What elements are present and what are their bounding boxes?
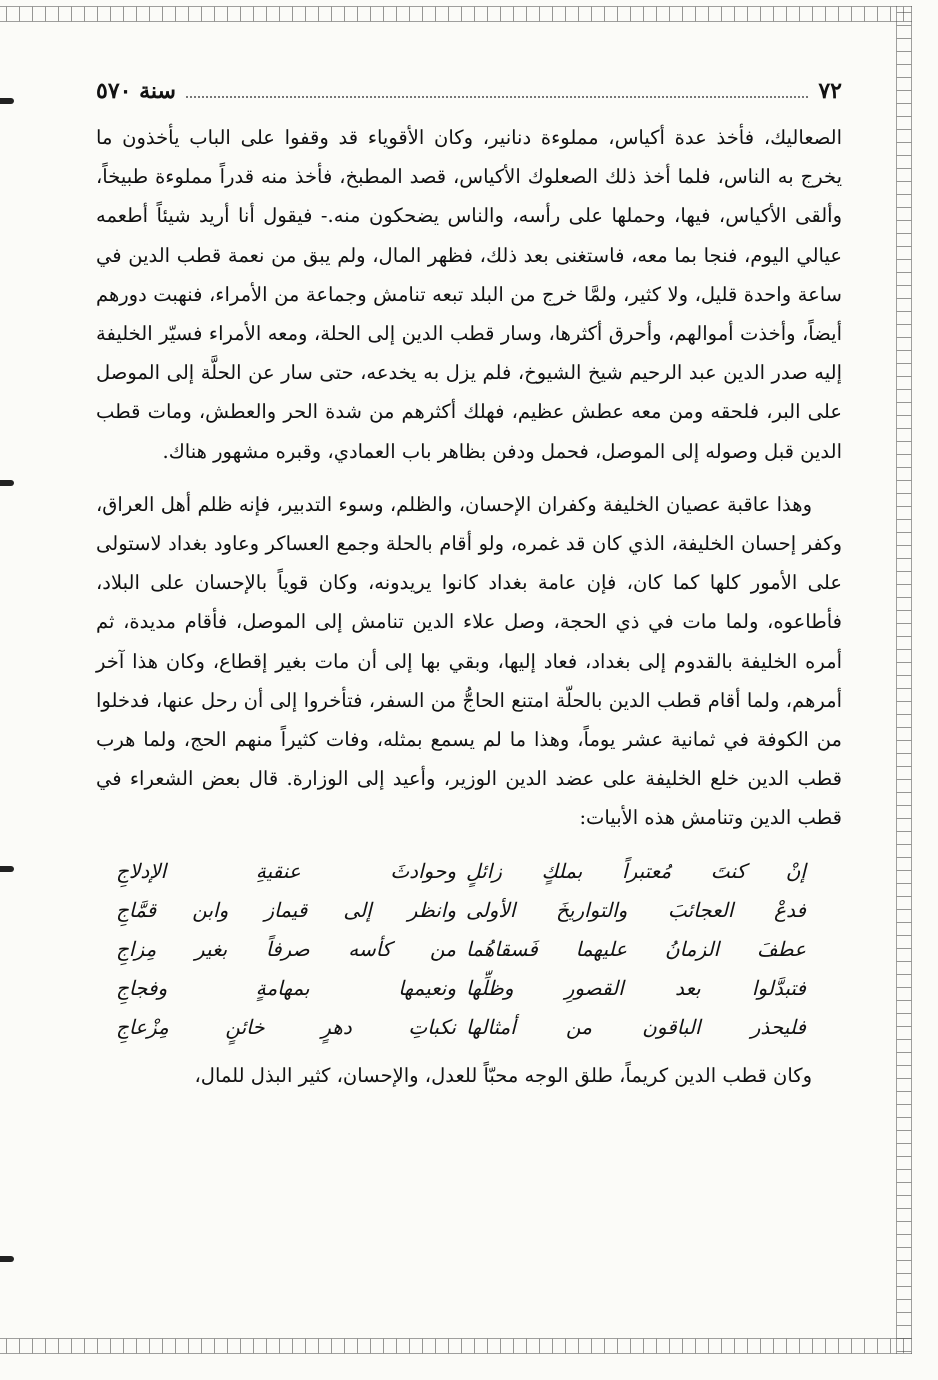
verse-first-hemistich: إنْ كنتَ مُعتبراً بملكٍ زائلٍ [466,858,806,883]
decorative-border-bottom [0,1338,912,1354]
binding-hole-mark [0,866,14,872]
poem-verses [96,852,842,1048]
body-paragraph: وهذا عاقبة عصيان الخليفة وكفران الإحسان، والظلم، وسوء التدبير، فإنه ظلم أهل العراق، وكفر إحسان الخليفة، الذي كان قد غمره، ولو أقام بالحلة وجمع العساكر وعاود بغداد لاستولى على الأمور كلها كما كان، فإن عامة بغداد كانوا يريدونه، وكان قوياً بالإحسان على البلاد، فأطاعوه، ولما مات في ذي الحجة، وصل علاء الدين تنامش إلى الموصل، فأقام مديدة، ثم أمره الخليفة بالقدوم إلى بغداد، فعاد إليها، وبقي بها إلى أن مات بغير إقطاع، وكان هذا آخر أمرهم، ولما أقام قطب الدين بالحلّة امتنع الحاجُّ من السفر، فتأخروا إلى أن رحل عنها، فدخلوا من الكوفة في ثمانية عشر يوماً، وهذا ما لم يسمع بمثله، وفات كثيراً منهم الحج، ولما هرب قطب الدين خلع الخليفة على عضد الدين الوزير، وأعيد إلى الوزارة. قال بعض الشعراء في قطب الدين وتنامش هذه الأبيات: [96,492,842,830]
verse-second-hemistich: وانظر إلى قيماز وابن قمَّاجِ [116,897,456,922]
verse-second-hemistich: وحوادثَ عنقيةِ الإدلاجِ [116,858,456,883]
poem-verse [96,969,842,1008]
poem-verse [96,1008,842,1047]
body-paragraph: الصعاليك، فأخذ عدة أكياس، مملوءة دنانير، وكان الأقوياء قد وقفوا على الباب يأخذون ما يخرج به الناس، فلما أخذ ذلك الصعلوك الأكياس، قصد المطبخ، فأخذ منه قدراً مملوءة طبيخاً، وألقى الأكياس، فيها، وحملها على رأسه، والناس يضحكون منه.- فيقول أنا أريد شيئاً أطعمه عيالي اليوم، فنجا بما معه، فاستغنى بعد ذلك، فظهر المال، ولم يبق من نعمة قطب الدين في ساعة واحدة قليل، ولا كثير، ولمَّا خرج من البلد تبعه تنامش وجماعة من الأمراء، فنهبت دورهم أيضاً، وأخذت أموالهم، وأحرق أكثرها، وسار قطب الدين إلى الحلة، ومعه الأمراء فسيّر الخليفة إليه صدر الدين عبد الرحيم شيخ الشيوخ، فلم يزل به يخدعه، حتى سار عن الحلَّة إلى الموصل على البر، فلحقه ومن معه عطش عظيم، فهلك أكثرهم من شدة الحر والعطش، ومات قطب الدين قبل وصوله إلى الموصل، فحمل ودفن بظاهر باب العمادي، وقبره مشهور هناك. [96,126,842,463]
binding-hole-mark [0,98,14,104]
decorative-border-right [896,6,912,1354]
poem-verse [96,891,842,930]
verse-second-hemistich: نكباتِ دهرٍ خائنٍ مِزْعاجِ [116,1015,456,1040]
poem-verse [96,852,842,891]
binding-hole-mark [0,1256,14,1262]
verse-second-hemistich: من كأسه صرفاً بغير مِزاجِ [116,937,456,962]
binding-hole-mark [0,480,14,486]
verse-first-hemistich: فتبدَّلوا بعد القصورِ وظلِّها [466,976,806,1001]
closing-line: وكان قطب الدين كريماً، طلق الوجه محبّاً للعدل، والإحسان، كثير البذل للمال، [194,1063,812,1087]
verse-first-hemistich: عطفَ الزمانُ عليهما فَسقاهُما [466,937,806,962]
running-header [96,78,842,118]
verse-first-hemistich: فليحذر الباقون من أمثالها [466,1015,806,1040]
verse-first-hemistich: فدعْ العجائبَ والتواريخَ الأولى [466,897,806,922]
verse-second-hemistich: ونعيمها بمهامةٍ وفجاجِ [116,976,456,1001]
year-label: سنة ٥٧٠ [96,78,176,104]
page-number: ٧٢ [818,78,842,104]
poem-verse [96,930,842,969]
header-dotted-rule [186,86,808,98]
decorative-border-top [0,6,912,22]
book-page [96,78,842,1328]
